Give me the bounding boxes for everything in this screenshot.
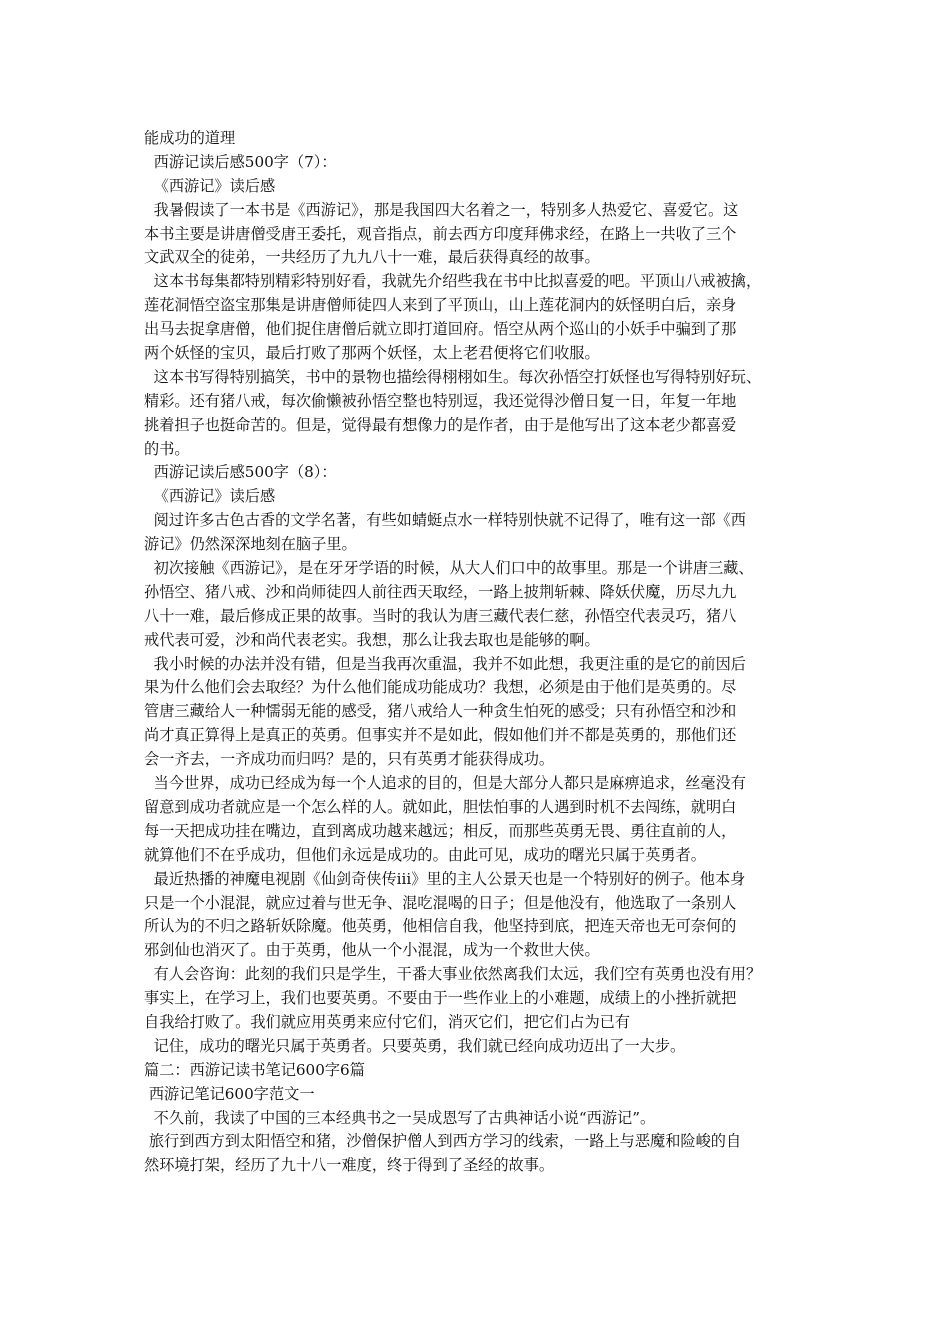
text-line: 我小时候的办法并没有错，但是当我再次重温，我并不如此想，我更注重的是它的前因后	[144, 654, 746, 673]
text-line: 旅行到西方到太阳悟空和猪，沙僧保护僧人到西方学习的线索，一路上与恶魔和险峻的自	[144, 1132, 742, 1151]
text-line: 孙悟空、猪八戒、沙和尚师徒四人前往西天取经，一路上披荆斩棘、降妖伏魔，历尽九九	[144, 582, 737, 601]
text-line: 的书。	[144, 439, 190, 458]
text-line: 本书主要是讲唐僧受唐王委托，观音指点，前去西方印度拜佛求经，在路上一共收了三个	[144, 224, 737, 243]
text-line: 八十一难，最后修成正果的故事。当时的我认为唐三藏代表仁慈，孙悟空代表灵巧，猪八	[144, 606, 737, 625]
text-line: 然环境打架，经历了九十八一难度，终于得到了圣经的故事。	[144, 1156, 555, 1175]
text-line: 两个妖怪的宝贝，最后打败了那两个妖怪，太上老君便将它们收服。	[144, 344, 600, 363]
text-line: 当今世界，成功已经成为每一个人追求的目的，但是大部分人都只是麻痹追求，丝毫没有	[144, 774, 746, 793]
text-line: 每一天把成功挂在嘴边，直到离成功越来越远；相反，而那些英勇无畏、勇往直前的人，	[144, 821, 737, 840]
text-line: 这本书写得特别搞笑，书中的景物也描绘得栩栩如生。每次孙悟空打妖怪也写得特别好玩、	[144, 367, 762, 386]
text-line: 西游记笔记600字范文一	[144, 1084, 315, 1103]
text-line: 留意到成功者就应是一个怎么样的人。就如此，胆怯怕事的人遇到时机不去闯练，就明白	[144, 797, 737, 816]
text-line: 《西游记》读后感	[144, 176, 276, 195]
text-line: 这本书每集都特别精彩特别好看，我就先介绍些我在书中比拟喜爱的吧。平顶山八戒被擒，	[144, 272, 762, 291]
text-line: 会一齐去，一齐成功而归吗？是的，只有英勇才能获得成功。	[144, 750, 555, 769]
text-line: 果为什么他们会去取经？为什么他们能成功能成功？我想，必须是由于他们是英勇的。尽	[144, 678, 737, 697]
text-line: 只是一个小混混，就应过着与世无争、混吃混喝的日子；但是他没有，他选取了一条别人	[144, 893, 737, 912]
text-line: 不久前，我读了中国的三本经典书之一吴成恩写了古典神话小说“西游记”。	[144, 1108, 656, 1127]
text-line: 游记》仍然深深地刻在脑子里。	[144, 535, 357, 554]
text-line: 管唐三藏给人一种懦弱无能的感受，猪八戒给人一种贪生怕死的感受；只有孙悟空和沙和	[144, 702, 737, 721]
text-line: 最近热播的神魔电视剧《仙剑奇侠传iii》里的主人公景天也是一个特别好的例子。他本身	[144, 869, 746, 888]
document-body	[144, 127, 816, 1178]
text-line: 西游记读后感500字（8）：	[144, 463, 337, 482]
text-line: 就算他们不在乎成功，但他们永远是成功的。由此可见，成功的曙光只属于英勇者。	[144, 845, 706, 864]
text-line: 邪剑仙也消灭了。由于英勇，他从一个小混混，成为一个救世大侠。	[144, 941, 600, 960]
text-line: 自我给打败了。我们就应用英勇来应付它们，消灭它们，把它们占为已有	[144, 1012, 630, 1031]
text-line: 文武双全的徒弟，一共经历了九九八十一难，最后获得真经的故事。	[144, 248, 600, 267]
text-line: 能成功的道理	[144, 129, 236, 147]
text-line: 《西游记》读后感	[144, 487, 276, 506]
text-line: 挑着担子也挺命苦的。但是，觉得最有想像力的是作者，由于是他写出了这本老少都喜爱	[144, 415, 737, 434]
text-line: 西游记读后感500字（7）：	[144, 152, 337, 171]
text-line: 篇二：西游记读书笔记600字6篇	[144, 1060, 365, 1079]
text-line: 尚才真正算得上是真正的英勇。但事实并不是如此，假如他们并不都是英勇的，那他们还	[144, 726, 737, 745]
text-line: 阅过许多古色古香的文学名著，有些如蜻蜓点水一样特别快就不记得了，唯有这一部《西	[144, 511, 746, 530]
text-line: 我暑假读了一本书是《西游记》，那是我国四大名着之一，特别多人热爱它、喜爱它。这	[144, 200, 739, 219]
text-line: 莲花洞悟空盗宝那集是讲唐僧师徒四人来到了平顶山，山上莲花洞内的妖怪明白后，亲身	[144, 296, 737, 315]
text-line: 戒代表可爱，沙和尚代表老实。我想，那么让我去取也是能够的啊。	[144, 630, 600, 649]
text-line: 有人会咨询：此刻的我们只是学生，干番大事业依然离我们太远，我们空有英勇也没有用？	[144, 965, 762, 984]
text-line: 出马去捉拿唐僧，他们捉住唐僧后就立即打道回府。悟空从两个巡山的小妖手中骗到了那	[144, 320, 737, 339]
text-line: 所认为的不归之路斩妖除魔。他英勇，他相信自我，他坚持到底，把连天帝也无可奈何的	[144, 917, 737, 936]
text-line: 精彩。还有猪八戒，每次偷懒被孙悟空整也特别逗，我还觉得沙僧日复一日，年复一年地	[144, 391, 737, 410]
text-line: 记住，成功的曙光只属于英勇者。只要英勇，我们就已经向成功迈出了一大步。	[144, 1036, 686, 1055]
text-line: 初次接触《西游记》，是在牙牙学语的时候，从大人们口中的故事里。那是一个讲唐三藏、	[144, 559, 754, 578]
text-line: 事实上，在学习上，我们也要英勇。不要由于一些作业上的小难题，成绩上的小挫折就把	[144, 989, 737, 1008]
